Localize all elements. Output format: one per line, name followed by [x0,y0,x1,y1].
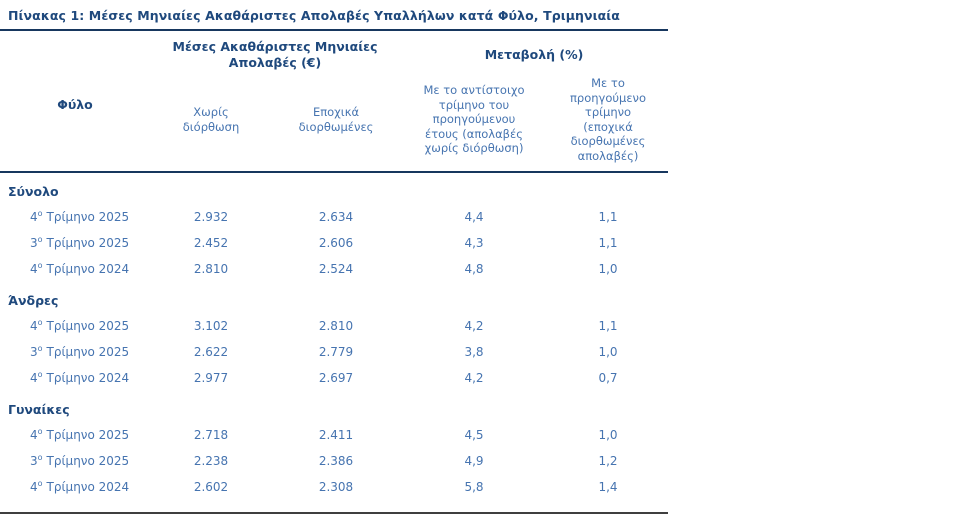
value-cell: 3,8 [464,345,484,360]
section-header-row [0,282,668,313]
column-header-seasonal [272,70,400,172]
value-cell: 1,1 [598,319,618,334]
value-cell: 5,8 [464,480,484,495]
column-header-unadjusted [150,70,272,172]
value-cell: 2.524 [318,262,354,277]
value-cell: 2.308 [318,480,354,495]
table-row [0,474,668,500]
value-cell: 4,3 [464,236,484,251]
table-title: Πίνακας 1: Μέσες Μηνιαίες Ακαθάριστες Απολαβές Υπαλλήλων κατά Φύλο, Τριμηνιαία [0,5,668,31]
quarter-number: 4 [30,210,38,225]
quarter-number: 4 [30,319,38,334]
value-cell: 1,0 [598,262,618,277]
quarter-text: Τρίμηνο 2024 [46,480,130,495]
value-cell: 2.452 [193,236,229,251]
value-cell: 2.602 [193,480,229,495]
table-row [0,204,668,230]
quarter-number: 4 [30,480,38,495]
value-cell: 4,9 [464,454,484,469]
quarter-ordinal: ο [37,479,43,489]
row-label [0,339,150,365]
value-cell: 2.779 [318,345,354,360]
quarter-number: 4 [30,262,38,277]
quarter-text: Τρίμηνο 2025 [46,345,130,360]
quarter-text: Τρίμηνο 2025 [46,236,130,251]
value-cell: 2.810 [193,262,229,277]
quarter-text: Τρίμηνο 2025 [46,428,130,443]
row-label [0,448,150,474]
section-header-row [0,391,668,422]
value-cell: 1,1 [598,236,618,251]
row-label [0,256,150,282]
column-group-change-label: Μεταβολή (%) [484,46,584,62]
value-cell: 2.932 [193,210,229,225]
quarter-ordinal: ο [37,427,43,437]
quarter-number: 3 [30,454,38,469]
value-cell: 2.634 [318,210,354,225]
value-cell: 2.622 [193,345,229,360]
quarter-text: Τρίμηνο 2025 [46,319,130,334]
table-row [0,365,668,391]
column-group-earnings [150,31,400,70]
value-cell: 4,5 [464,428,484,443]
value-cell: 2.810 [318,319,354,334]
quarter-ordinal: ο [37,370,43,380]
column-header-qoq-change-label: Με το προηγούμενο τρίμηνο (εποχικά διορθωμένες απολαβές) [569,76,647,163]
table-row [0,256,668,282]
column-header-seasonal-label: Εποχικά διορθωμένες [298,105,374,134]
column-header-qoq-change [548,70,668,172]
quarter-number: 3 [30,236,38,251]
section-name: Σύνολο [8,184,59,200]
quarter-ordinal: ο [37,209,43,219]
value-cell: 4,4 [464,210,484,225]
quarter-ordinal: ο [37,261,43,271]
column-header-unadjusted-label: Χωρίς διόρθωση [182,105,240,134]
value-cell: 2.718 [193,428,229,443]
value-cell: 1,0 [598,428,618,443]
row-label [0,230,150,256]
quarter-text: Τρίμηνο 2024 [46,262,130,277]
value-cell: 4,2 [464,319,484,334]
column-header-yoy-change [400,70,548,172]
value-cell: 1,0 [598,345,618,360]
table-body [0,172,668,500]
value-cell: 1,4 [598,480,618,495]
row-label [0,422,150,448]
value-cell: 1,2 [598,454,618,469]
value-cell: 2.697 [318,371,354,386]
value-cell: 2.411 [318,428,354,443]
value-cell: 2.606 [318,236,354,251]
row-label [0,474,150,500]
row-label [0,313,150,339]
quarter-text: Τρίμηνο 2025 [46,454,130,469]
quarter-ordinal: ο [37,453,43,463]
value-cell: 2.386 [318,454,354,469]
value-cell: 3.102 [193,319,229,334]
group-header-row [0,31,668,70]
quarter-number: 3 [30,345,38,360]
quarter-text: Τρίμηνο 2025 [46,210,130,225]
table-row [0,313,668,339]
table-bottom-border [0,512,668,514]
quarter-ordinal: ο [37,235,43,245]
quarter-number: 4 [30,428,38,443]
section-name: Γυναίκες [8,402,70,418]
column-header-yoy-change-label: Με το αντίστοιχο τρίμηνο του προηγούμενου έτους (απολαβές χωρίς διόρθωση) [423,83,525,156]
quarter-ordinal: ο [37,318,43,328]
table-header [0,31,668,172]
row-label [0,365,150,391]
value-cell: 1,1 [598,210,618,225]
value-cell: 4,2 [464,371,484,386]
column-header-gender: Φύλο [57,97,93,113]
quarter-number: 4 [30,371,38,386]
table-row [0,230,668,256]
table-row [0,339,668,365]
value-cell: 2.977 [193,371,229,386]
row-label [0,204,150,230]
quarter-text: Τρίμηνο 2024 [46,371,130,386]
column-group-change [400,31,668,70]
table-row [0,422,668,448]
table-row [0,448,668,474]
earnings-table [0,31,668,500]
section-header-row [0,172,668,204]
column-group-earnings-label: Μέσες Ακαθάριστες Μηνιαίες Απολαβές (€) [172,39,378,70]
quarter-ordinal: ο [37,344,43,354]
value-cell: 2.238 [193,454,229,469]
value-cell: 4,8 [464,262,484,277]
value-cell: 0,7 [598,371,618,386]
section-name: Άνδρες [8,293,59,309]
